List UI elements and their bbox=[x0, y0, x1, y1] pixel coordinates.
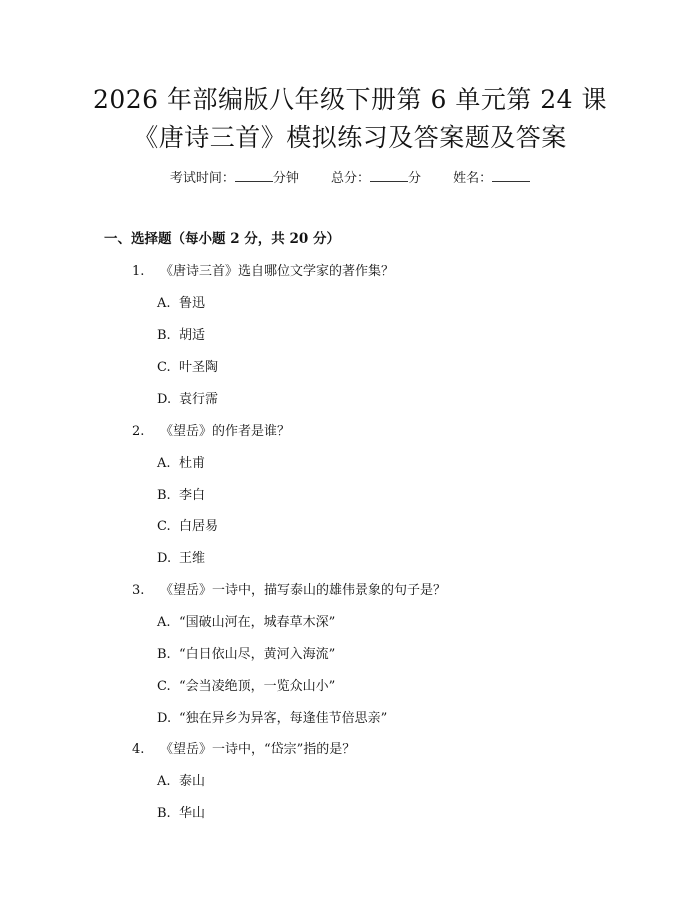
option-text: “会当凌绝顶，一览众山小” bbox=[179, 679, 336, 694]
option-letter: A. bbox=[157, 615, 171, 630]
option-text: 袁行霈 bbox=[179, 392, 219, 407]
answer-option bbox=[157, 646, 335, 664]
option-letter: D. bbox=[157, 551, 172, 566]
question-item bbox=[132, 582, 446, 600]
option-letter: B. bbox=[157, 488, 171, 503]
exam-time-label: 考试时间： bbox=[169, 171, 235, 186]
answer-option bbox=[157, 518, 218, 536]
option-text: 白居易 bbox=[179, 519, 219, 534]
total-score-unit: 分 bbox=[408, 171, 422, 186]
question-item bbox=[132, 423, 290, 441]
question-number: 1. bbox=[132, 264, 145, 279]
answer-option bbox=[157, 773, 205, 791]
total-score-blank bbox=[370, 169, 408, 182]
question-text: 《唐诗三首》选自哪位文学家的著作集？ bbox=[160, 264, 395, 279]
student-name-label: 姓名： bbox=[453, 171, 493, 186]
option-text: 华山 bbox=[179, 806, 206, 821]
student-name-blank bbox=[492, 169, 530, 182]
question-text: 《望岳》一诗中，描写泰山的雄伟景象的句子是？ bbox=[160, 583, 447, 598]
option-text: “独在异乡为异客，每逢佳节倍思亲” bbox=[179, 711, 388, 726]
option-text: “白日依山尽，黄河入海流” bbox=[179, 647, 336, 662]
option-text: 叶圣陶 bbox=[179, 360, 219, 375]
answer-option bbox=[157, 295, 205, 313]
answer-option bbox=[157, 678, 335, 696]
answer-option bbox=[157, 391, 218, 409]
student-name-field bbox=[453, 169, 530, 188]
exam-time-field bbox=[170, 169, 299, 188]
option-letter: C. bbox=[157, 519, 171, 534]
answer-option bbox=[157, 550, 205, 568]
question-text: 《望岳》的作者是谁？ bbox=[160, 424, 291, 439]
question-text: 《望岳》一诗中，“岱宗”指的是？ bbox=[160, 742, 356, 757]
option-letter: B. bbox=[157, 328, 171, 343]
option-letter: B. bbox=[157, 647, 171, 662]
option-text: “国破山河在，城春草木深” bbox=[179, 615, 336, 630]
option-text: 鲁迅 bbox=[179, 296, 206, 311]
question-number: 4. bbox=[132, 742, 145, 757]
option-letter: A. bbox=[157, 456, 171, 471]
answer-option bbox=[157, 805, 205, 823]
section-heading: 一、选择题（每小题 2 分，共 20 分） bbox=[104, 231, 340, 247]
exam-time-unit: 分钟 bbox=[272, 171, 299, 186]
total-score-label: 总分： bbox=[330, 171, 370, 186]
exam-time-blank bbox=[235, 169, 273, 182]
answer-option bbox=[157, 487, 205, 505]
option-letter: D. bbox=[157, 392, 172, 407]
question-number: 2. bbox=[132, 424, 145, 439]
answer-option bbox=[157, 327, 205, 345]
answer-option bbox=[157, 455, 205, 473]
option-letter: A. bbox=[157, 296, 171, 311]
option-letter: C. bbox=[157, 360, 171, 375]
option-text: 王维 bbox=[179, 551, 206, 566]
answer-option bbox=[157, 710, 387, 728]
question-item bbox=[132, 263, 394, 281]
question-number: 3. bbox=[132, 583, 145, 598]
page-title-line-2: 《唐诗三首》模拟练习及答案题及答案 bbox=[133, 123, 567, 152]
option-text: 李白 bbox=[179, 488, 206, 503]
exam-info-bar bbox=[0, 169, 700, 188]
option-letter: A. bbox=[157, 774, 171, 789]
option-letter: C. bbox=[157, 679, 171, 694]
option-text: 泰山 bbox=[179, 774, 206, 789]
option-text: 胡适 bbox=[179, 328, 206, 343]
answer-option bbox=[157, 359, 218, 377]
option-text: 杜甫 bbox=[179, 456, 206, 471]
page-title-line-1: 2026 年部编版八年级下册第 6 单元第 24 课 bbox=[92, 85, 608, 114]
answer-option bbox=[157, 614, 335, 632]
question-item bbox=[132, 741, 355, 759]
total-score-field bbox=[331, 169, 421, 188]
option-letter: B. bbox=[157, 806, 171, 821]
option-letter: D. bbox=[157, 711, 172, 726]
